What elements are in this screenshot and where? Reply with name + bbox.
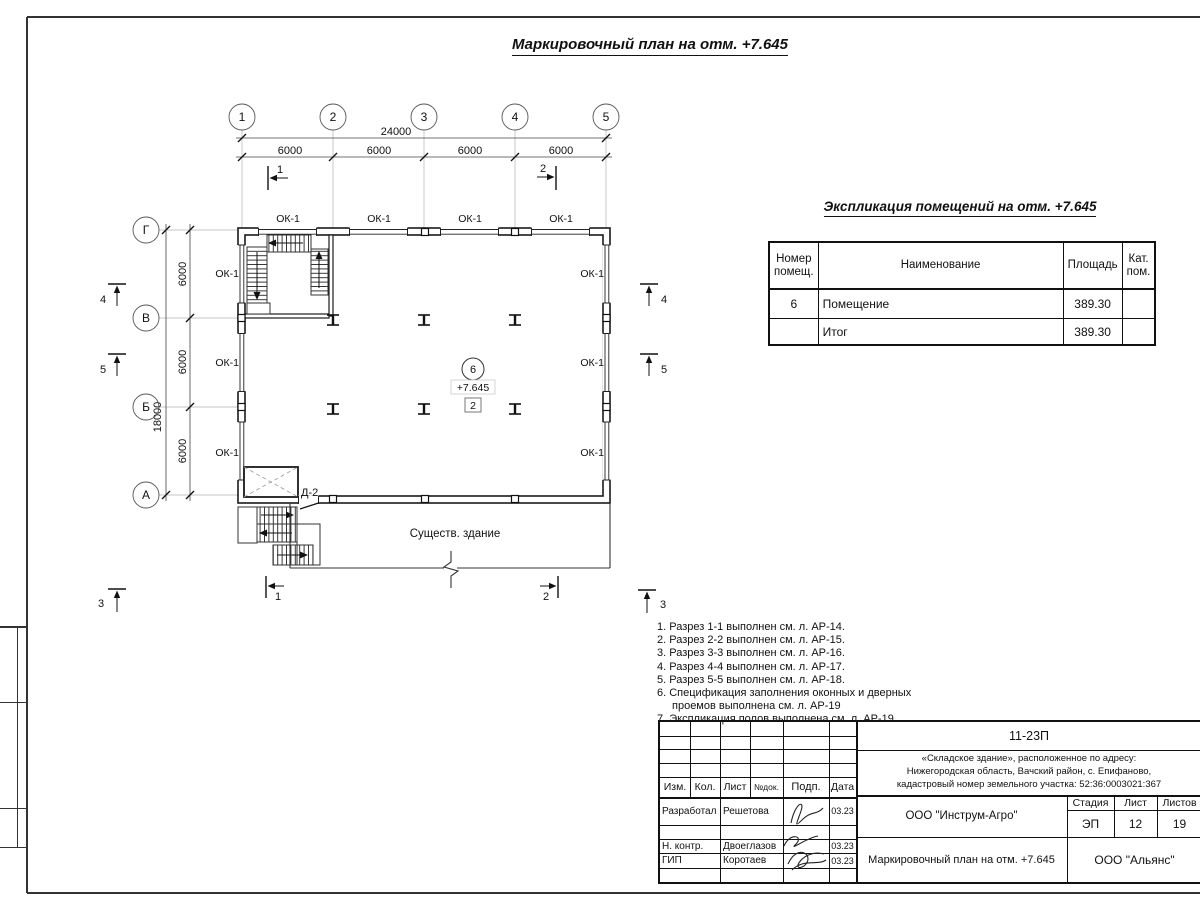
col-header-cat: Кат. пом. bbox=[1122, 242, 1155, 289]
axis-label: В bbox=[141, 311, 151, 325]
rev-header-ndok: №док. bbox=[754, 782, 779, 792]
window-label: ОК-1 bbox=[549, 213, 573, 225]
sheets-total: 19 bbox=[1172, 816, 1187, 831]
section-mark: 2 bbox=[539, 163, 547, 175]
stage-value: ЭП bbox=[1081, 816, 1100, 831]
note-item: 4. Разрез 4-4 выполнен см. л. АР-17. bbox=[657, 660, 845, 673]
section-mark: 3 bbox=[659, 599, 667, 611]
section-mark: 4 bbox=[660, 294, 668, 306]
grid-axis-labels-left bbox=[142, 223, 150, 502]
sheets-label: Листов bbox=[1162, 796, 1197, 809]
role-label: ГИП bbox=[662, 855, 682, 866]
cell-room-cat bbox=[1122, 289, 1155, 319]
grid-axes-left bbox=[133, 217, 159, 508]
rev-header-izm: Изм. bbox=[663, 781, 687, 793]
dim-total-height: 18000 bbox=[152, 401, 164, 433]
table-row bbox=[769, 289, 1155, 319]
role-date: 03.23 bbox=[831, 806, 854, 816]
table-row bbox=[769, 319, 1155, 346]
col-header-number: Номер помещ. bbox=[769, 242, 818, 289]
door-label: Д-2 bbox=[301, 487, 319, 499]
window-label: ОК-1 bbox=[215, 447, 239, 459]
designer-org: ООО "Инструм-Агро" bbox=[905, 810, 1018, 822]
address-line: кадастровый номер земельного участка: 52:36:0003021:367 bbox=[896, 779, 1162, 790]
cell-total-name: Итог bbox=[818, 319, 1063, 346]
exterior-walls bbox=[238, 228, 610, 503]
left-margin-table-line bbox=[0, 808, 27, 809]
role-label: Н. контр. bbox=[662, 840, 704, 852]
left-margin-table-divider bbox=[17, 628, 18, 847]
grid-axis-labels-top bbox=[239, 110, 610, 124]
existing-building-label: Существ. здание bbox=[409, 528, 501, 540]
rev-header-podp: Подп. bbox=[791, 781, 821, 793]
window-label: ОК-1 bbox=[580, 357, 604, 369]
left-margin-table-line bbox=[0, 702, 27, 703]
exterior-stair bbox=[238, 507, 320, 565]
window-label: ОК-1 bbox=[580, 268, 604, 280]
window-label: ОК-1 bbox=[276, 213, 300, 225]
dim-bay: 6000 bbox=[277, 145, 303, 157]
section-mark: 3 bbox=[97, 598, 105, 610]
section-mark: 5 bbox=[660, 364, 668, 376]
cell-total-area: 389.30 bbox=[1063, 319, 1122, 346]
dim-total-width: 24000 bbox=[380, 126, 412, 138]
axis-label: А bbox=[141, 488, 151, 502]
shaft bbox=[244, 467, 298, 497]
rev-header-kol: Кол. bbox=[694, 781, 716, 793]
axis-label: Г bbox=[142, 223, 150, 237]
customer-org: ООО "Альянс" bbox=[1094, 852, 1175, 867]
window-label: ОК-1 bbox=[367, 213, 391, 225]
cell-total-number bbox=[769, 319, 818, 346]
notes-list bbox=[657, 621, 935, 727]
sheet-label: Лист bbox=[1124, 796, 1147, 809]
address-line: Нижегородская область, Вачский район, с. Епифаново, bbox=[906, 766, 1152, 777]
note-item: 2. Разрез 2-2 выполнен см. л. АР-15. bbox=[657, 634, 845, 647]
project-code: 11-23П bbox=[1008, 729, 1050, 743]
axis-label: 5 bbox=[602, 110, 610, 124]
role-label: Разработал bbox=[662, 805, 717, 817]
dim-bay: 6000 bbox=[177, 438, 189, 464]
room-zone: 2 bbox=[470, 400, 476, 412]
address-line: «Складское здание», расположенное по адресу: bbox=[921, 753, 1137, 764]
section-mark: 1 bbox=[274, 591, 282, 603]
role-name: Коротаев bbox=[723, 855, 767, 866]
explication-title-text: Экспликация помещений на отм. +7.645 bbox=[824, 199, 1097, 217]
axis-label: Б bbox=[142, 400, 150, 414]
section-mark: 1 bbox=[276, 164, 284, 176]
dimension-left bbox=[152, 224, 194, 501]
col-header-name: Наименование bbox=[818, 242, 1063, 289]
note-item: 6. Спецификация заполнения оконных и дверных проемов выполнена см. л. АР-19 bbox=[657, 687, 912, 713]
role-name: Решетова bbox=[723, 805, 769, 817]
dim-bay: 6000 bbox=[457, 145, 483, 157]
page-title bbox=[440, 36, 860, 56]
rev-header-list: Лист bbox=[723, 781, 747, 793]
axis-label: 1 bbox=[238, 110, 246, 124]
page-title-text: Маркировочный план на отм. +7.645 bbox=[512, 36, 788, 56]
explication-table bbox=[768, 241, 1156, 346]
sheet-number: 12 bbox=[1128, 816, 1143, 831]
note-item: 1. Разрез 1-1 выполнен см. л. АР-14. bbox=[657, 621, 845, 633]
cell-total-cat bbox=[1122, 319, 1155, 346]
axis-label: 4 bbox=[511, 110, 519, 124]
signature-scribble bbox=[783, 795, 829, 833]
room-number: 6 bbox=[469, 364, 477, 376]
signature-scribble bbox=[778, 830, 832, 874]
axis-label: 3 bbox=[420, 110, 428, 124]
section-mark: 2 bbox=[542, 591, 550, 603]
table-header-row bbox=[769, 242, 1155, 289]
note-item: 7. Экспликация полов выполнена см. л. АР-19. bbox=[657, 713, 897, 726]
window-label: ОК-1 bbox=[215, 357, 239, 369]
room-elevation: +7.645 bbox=[456, 382, 490, 394]
cell-room-name: Помещение bbox=[818, 289, 1063, 319]
note-item: 5. Разрез 5-5 выполнен см. л. АР-18. bbox=[657, 673, 845, 686]
note-item: 3. Разрез 3-3 выполнен см. л. АР-16. bbox=[657, 647, 845, 660]
dim-bay: 6000 bbox=[177, 349, 189, 375]
doc-title: Маркировочный план на отм. +7.645 bbox=[868, 853, 1055, 866]
cell-room-number: 6 bbox=[769, 289, 818, 319]
project-address bbox=[856, 752, 1200, 791]
window-label: ОК-1 bbox=[458, 213, 482, 225]
dim-bay: 6000 bbox=[548, 145, 574, 157]
section-mark: 5 bbox=[99, 364, 107, 376]
col-header-area: Площадь bbox=[1063, 242, 1122, 289]
rev-header-data: Дата bbox=[830, 781, 855, 793]
window-label: ОК-1 bbox=[580, 447, 604, 459]
axis-label: 2 bbox=[329, 110, 337, 124]
dim-bay: 6000 bbox=[366, 145, 392, 157]
stage-label: Стадия bbox=[1072, 796, 1109, 809]
dim-bay: 6000 bbox=[177, 261, 189, 287]
cell-room-area: 389.30 bbox=[1063, 289, 1122, 319]
title-block bbox=[658, 720, 1200, 884]
explication-title bbox=[790, 198, 1130, 217]
window-label: ОК-1 bbox=[215, 268, 239, 280]
left-margin-table bbox=[0, 626, 27, 848]
existing-building bbox=[290, 503, 610, 588]
role-date: 03.23 bbox=[831, 841, 854, 851]
role-date: 03.23 bbox=[831, 855, 854, 866]
section-mark: 4 bbox=[99, 294, 107, 306]
role-name: Двоеглазов bbox=[723, 840, 777, 852]
door bbox=[299, 487, 319, 509]
